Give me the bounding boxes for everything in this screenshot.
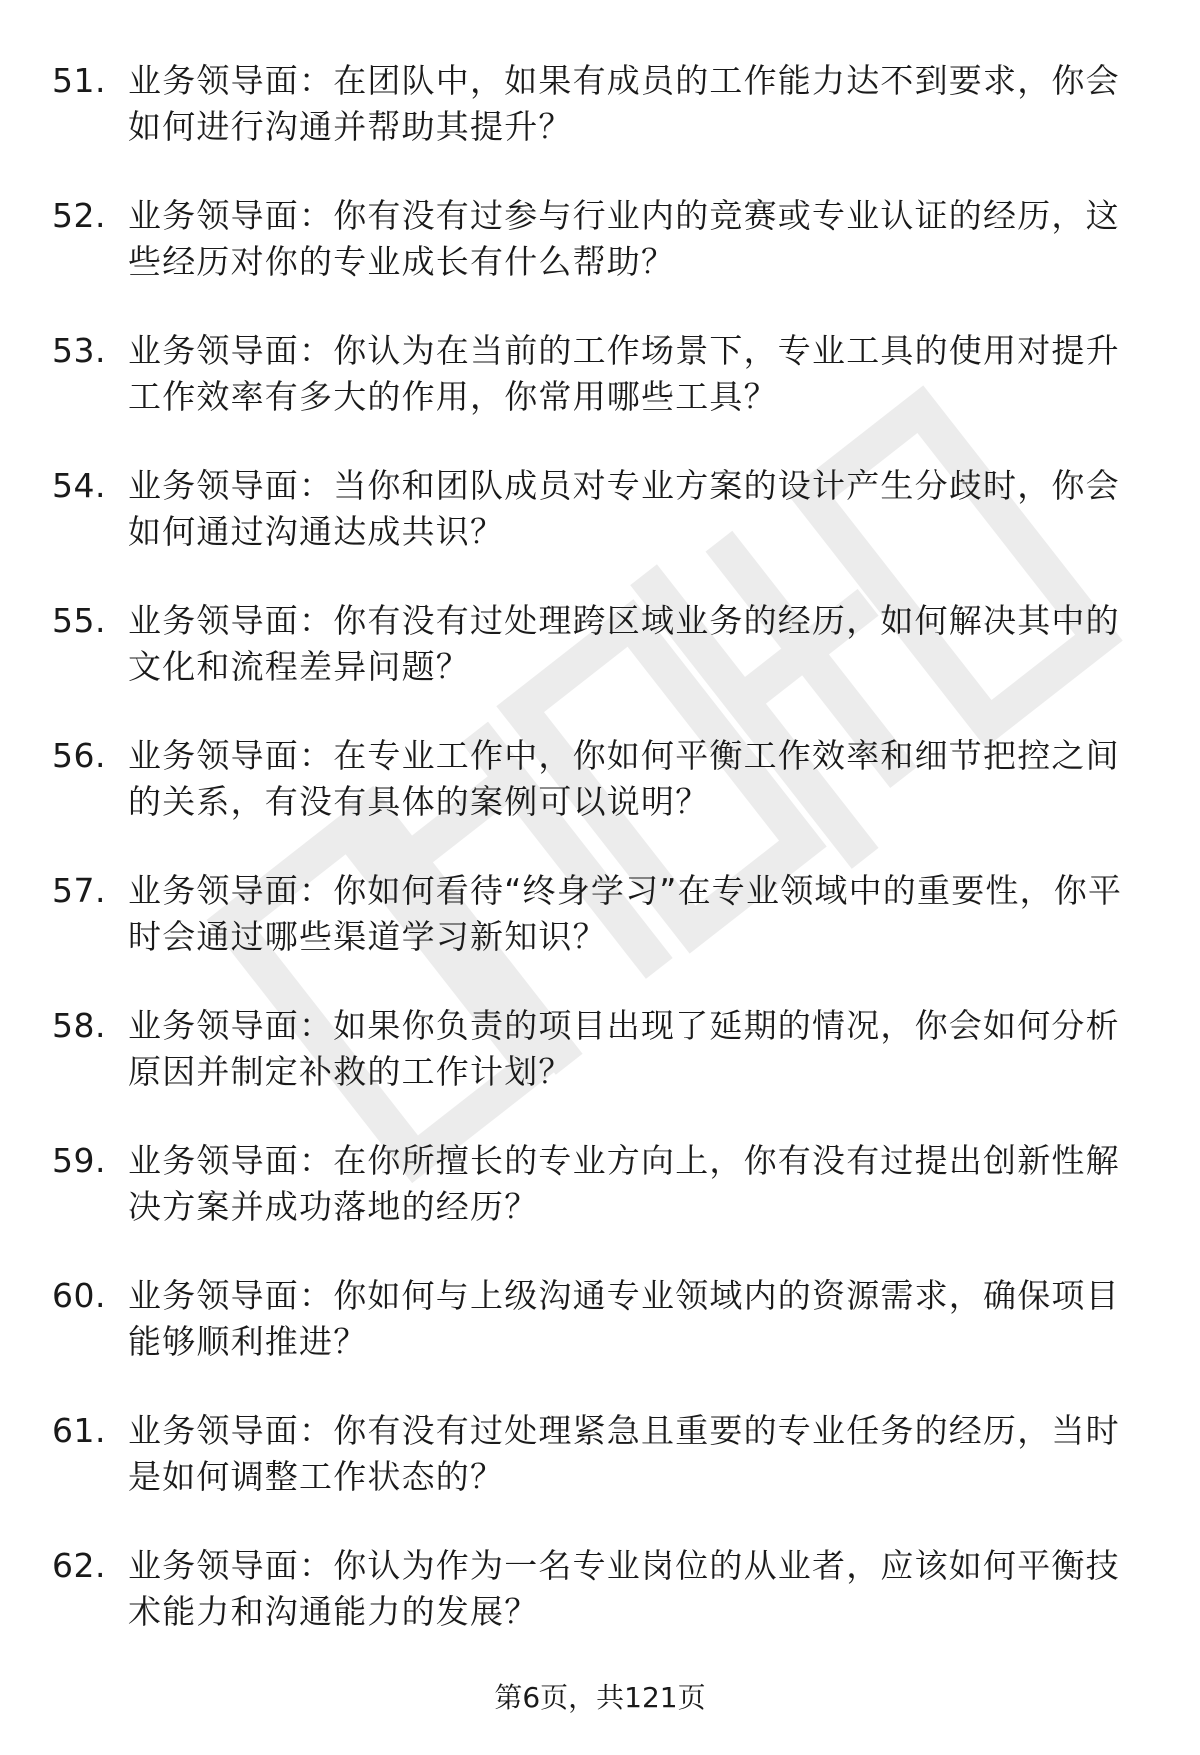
question-item	[52, 58, 1152, 150]
question-number: 58.	[52, 1006, 106, 1045]
question-number: 51.	[52, 61, 106, 100]
question-number: 61.	[52, 1411, 106, 1450]
question-item	[52, 328, 1152, 420]
question-number: 53.	[52, 331, 106, 370]
question-item	[52, 1138, 1152, 1230]
page-footer: 第6页，共121页	[494, 1681, 706, 1714]
question-item	[52, 1408, 1152, 1500]
question-number: 52.	[52, 196, 106, 235]
question-text: 业务领导面：你如何与上级沟通专业领域内的资源需求，确保项目能够顺利推进？	[128, 1276, 1120, 1361]
question-item	[52, 1273, 1152, 1365]
question-number: 62.	[52, 1546, 106, 1585]
question-text: 业务领导面：在专业工作中，你如何平衡工作效率和细节把控之间的关系，有没有具体的案例可以说明？	[128, 736, 1120, 821]
question-item	[52, 598, 1152, 690]
question-number: 55.	[52, 601, 106, 640]
question-item	[52, 1003, 1152, 1095]
question-text: 业务领导面：当你和团队成员对专业方案的设计产生分歧时，你会如何通过沟通达成共识？	[128, 466, 1120, 551]
question-text: 业务领导面：你如何看待“终身学习”在专业领域中的重要性，你平时会通过哪些渠道学习新知识？	[128, 871, 1123, 956]
question-text: 业务领导面：你有没有过处理跨区域业务的经历，如何解决其中的文化和流程差异问题？	[128, 601, 1120, 686]
question-list	[52, 58, 1152, 1678]
question-item	[52, 463, 1152, 555]
question-number: 57.	[52, 871, 106, 910]
question-text: 业务领导面：在团队中，如果有成员的工作能力达不到要求，你会如何进行沟通并帮助其提升？	[128, 61, 1120, 146]
question-number: 56.	[52, 736, 106, 775]
question-text: 业务领导面：你认为在当前的工作场景下，专业工具的使用对提升工作效率有多大的作用，你常用哪些工具？	[128, 331, 1120, 416]
question-number: 60.	[52, 1276, 106, 1315]
question-item	[52, 868, 1152, 960]
question-text: 业务领导面：你有没有过处理紧急且重要的专业任务的经历，当时是如何调整工作状态的？	[128, 1411, 1120, 1496]
question-text: 业务领导面：你有没有过参与行业内的竞赛或专业认证的经历，这些经历对你的专业成长有什么帮助？	[128, 196, 1120, 281]
question-text: 业务领导面：你认为作为一名专业岗位的从业者，应该如何平衡技术能力和沟通能力的发展？	[128, 1546, 1120, 1631]
question-item	[52, 733, 1152, 825]
question-text: 业务领导面：在你所擅长的专业方向上，你有没有过提出创新性解决方案并成功落地的经历？	[128, 1141, 1120, 1226]
question-number: 54.	[52, 466, 106, 505]
question-item	[52, 193, 1152, 285]
question-item	[52, 1543, 1152, 1635]
question-text: 业务领导面：如果你负责的项目出现了延期的情况，你会如何分析原因并制定补救的工作计划？	[128, 1006, 1120, 1091]
question-number: 59.	[52, 1141, 106, 1180]
